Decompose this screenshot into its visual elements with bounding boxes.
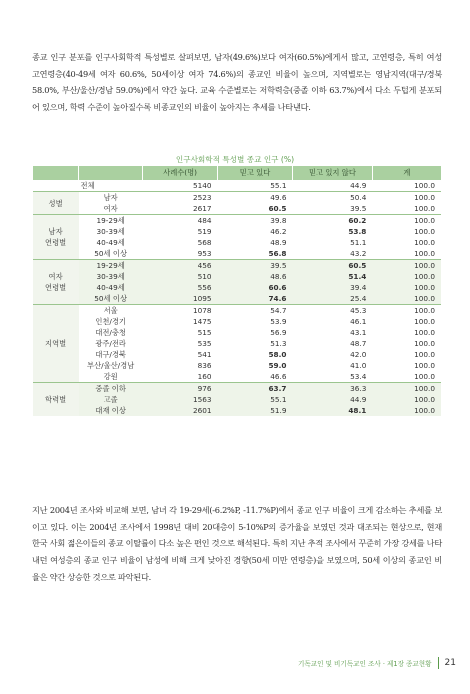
table-cell: 535 bbox=[197, 339, 212, 348]
table-cell: 60.5 bbox=[268, 204, 287, 213]
table-row bbox=[33, 405, 442, 416]
table-row bbox=[33, 293, 442, 305]
row-label: 50세 이상 bbox=[94, 249, 128, 258]
table-cell: 556 bbox=[143, 282, 218, 293]
table-cell: 100.0 bbox=[414, 339, 435, 348]
table-cell: 953 bbox=[197, 249, 212, 258]
table-cell: 100.0 bbox=[372, 282, 441, 293]
table-cell: 63.7 bbox=[218, 383, 293, 395]
table-cell: 42.0 bbox=[350, 350, 367, 359]
header-subgroup bbox=[79, 166, 143, 180]
table-cell: 100.0 bbox=[414, 227, 435, 236]
table-cell: 100.0 bbox=[372, 260, 441, 272]
group-label: 여자 연령별 bbox=[33, 260, 79, 305]
table-row bbox=[33, 394, 442, 405]
table-cell: 100.0 bbox=[414, 204, 435, 213]
table-cell: 100.0 bbox=[414, 181, 435, 190]
row-label: 남자 bbox=[79, 192, 143, 204]
table-cell: 39.5 bbox=[218, 260, 293, 272]
table-cell: 60.6 bbox=[218, 282, 293, 293]
row-label: 19-29세 bbox=[79, 215, 143, 227]
row-label: 여자 bbox=[103, 204, 118, 213]
footer-divider bbox=[438, 657, 439, 669]
table-row bbox=[33, 271, 442, 282]
row-label: 부산/울산/경남 bbox=[87, 361, 135, 370]
intro-paragraph: 종교 인구 분포를 인구사회학적 특성별로 살펴보면, 남자(49.6%)보다 여자(60.5%)에게서 많고, 고연령층, 특히 여성 고연령층(40-49세 여자 60.6%, 50세이상 여자 74.6%)의 종교인 비율이 높으며, 지역별로는 영남지역(대구/경북 58.0%, 부산/울산/경남 59.0%)에서 약간 높다. 교육 수준별로는 저학력층(중졸 이하 63.7%)에서 다소 두텁게 분포되어 있으며, 학력 수준이 높아질수록 비종교인의 비율이 높아지는 추세를 나타낸다. bbox=[32, 52, 442, 112]
table-row bbox=[33, 192, 442, 204]
table-row bbox=[33, 237, 442, 248]
table-cell: 58.0 bbox=[268, 350, 287, 359]
table-row bbox=[33, 260, 442, 272]
table-cell: 100.0 bbox=[372, 383, 441, 395]
row-label: 전체 bbox=[80, 181, 95, 190]
page-number: 21 bbox=[444, 658, 456, 668]
row-label: 40-49세 bbox=[96, 238, 125, 247]
header-group bbox=[33, 166, 79, 180]
table-row-total bbox=[33, 180, 442, 192]
table-cell: 51.3 bbox=[270, 339, 287, 348]
table-cell: 100.0 bbox=[372, 305, 441, 317]
table-cell: 100.0 bbox=[414, 350, 435, 359]
table-cell: 515 bbox=[197, 328, 212, 337]
table-row bbox=[33, 371, 442, 383]
table-cell: 484 bbox=[143, 215, 218, 227]
table-cell: 100.0 bbox=[414, 361, 435, 370]
row-label: 대구/경북 bbox=[95, 350, 126, 359]
row-label: 50세 이상 bbox=[79, 293, 143, 305]
table-cell: 55.1 bbox=[218, 394, 293, 405]
table-cell: 100.0 bbox=[414, 328, 435, 337]
table-cell: 541 bbox=[197, 350, 212, 359]
table-row bbox=[33, 383, 442, 395]
table-cell: 2601 bbox=[143, 405, 218, 416]
religion-stats-table bbox=[32, 166, 441, 416]
table-row bbox=[33, 360, 442, 371]
table-cell: 44.9 bbox=[293, 394, 373, 405]
table-cell: 836 bbox=[197, 361, 212, 370]
table-body bbox=[33, 180, 442, 416]
header-total: 계 bbox=[372, 166, 441, 180]
table-cell: 56.8 bbox=[268, 249, 287, 258]
table-cell: 100.0 bbox=[372, 405, 441, 416]
table-cell: 56.9 bbox=[270, 328, 287, 337]
table-cell: 48.1 bbox=[293, 405, 373, 416]
row-label: 중졸 이하 bbox=[79, 383, 143, 395]
table-cell: 74.6 bbox=[218, 293, 293, 305]
table-row bbox=[33, 215, 442, 227]
table-row bbox=[33, 203, 442, 215]
row-label: 19-29세 bbox=[79, 260, 143, 272]
table-cell: 46.6 bbox=[270, 372, 287, 381]
table-cell: 160 bbox=[197, 372, 212, 381]
table-cell: 41.0 bbox=[350, 361, 367, 370]
table-cell: 1078 bbox=[143, 305, 218, 317]
table-row bbox=[33, 282, 442, 293]
page-footer bbox=[298, 657, 456, 669]
table-cell: 60.2 bbox=[293, 215, 373, 227]
table-cell: 43.2 bbox=[350, 249, 367, 258]
table-cell: 48.7 bbox=[350, 339, 367, 348]
table-cell: 43.1 bbox=[350, 328, 367, 337]
table-header-row bbox=[33, 166, 442, 180]
table-cell: 100.0 bbox=[414, 317, 435, 326]
table-cell: 48.6 bbox=[218, 271, 293, 282]
table-cell: 100.0 bbox=[372, 271, 441, 282]
table-cell: 100.0 bbox=[372, 215, 441, 227]
row-label: 30-39세 bbox=[79, 271, 143, 282]
table-cell: 48.9 bbox=[270, 238, 287, 247]
group-label: 지역별 bbox=[33, 305, 79, 383]
table-cell: 53.9 bbox=[270, 317, 287, 326]
table-cell: 1095 bbox=[143, 293, 218, 305]
table-cell: 1563 bbox=[143, 394, 218, 405]
table-cell: 59.0 bbox=[268, 361, 287, 370]
table-cell: 39.4 bbox=[293, 282, 373, 293]
row-label: 30-39세 bbox=[96, 227, 125, 236]
table-cell: 45.3 bbox=[293, 305, 373, 317]
row-label: 강원 bbox=[103, 372, 118, 381]
group-label: 남자 연령별 bbox=[33, 215, 79, 260]
table-row bbox=[33, 226, 442, 237]
table-row bbox=[33, 327, 442, 338]
table-cell: 510 bbox=[143, 271, 218, 282]
table-cell: 53.4 bbox=[350, 372, 367, 381]
table-cell: 51.4 bbox=[293, 271, 373, 282]
row-label: 광주/전라 bbox=[95, 339, 126, 348]
table-cell: 568 bbox=[197, 238, 212, 247]
table-cell: 54.7 bbox=[218, 305, 293, 317]
table-cell: 50.4 bbox=[293, 192, 373, 204]
table-row bbox=[33, 316, 442, 327]
table-cell: 2523 bbox=[143, 192, 218, 204]
header-count: 사례수(명) bbox=[143, 166, 218, 180]
table-cell: 53.8 bbox=[348, 227, 367, 236]
table-cell: 51.1 bbox=[350, 238, 367, 247]
table-cell: 39.8 bbox=[218, 215, 293, 227]
table-cell: 36.3 bbox=[293, 383, 373, 395]
table-cell: 5140 bbox=[192, 181, 212, 190]
row-label: 대재 이상 bbox=[79, 405, 143, 416]
table-cell: 100.0 bbox=[372, 192, 441, 204]
row-label: 서울 bbox=[79, 305, 143, 317]
table-cell: 25.4 bbox=[293, 293, 373, 305]
group-label: 성별 bbox=[33, 192, 79, 215]
footer-text: 기독교인 및 비기독교인 조사 · 제1장 종교현황 bbox=[298, 660, 432, 668]
table-cell: 46.2 bbox=[270, 227, 287, 236]
table-cell: 100.0 bbox=[372, 394, 441, 405]
table-cell: 60.5 bbox=[293, 260, 373, 272]
table-row bbox=[33, 338, 442, 349]
comparison-paragraph: 지난 2004년 조사와 비교해 보면, 남녀 각 19-29세(-6.2%P, -11.7%P)에서 종교 인구 비율이 크게 감소하는 추세를 보이고 있다. 이는 2004년 조사에서 1998년 대비 20대층이 5-10%P의 증가율을 보였던 것과 대조되는 현상으로, 현재 한국 사회 젊은이들의 종교 이탈률이 다소 높은 편인 것으로 해석된다. 특히 지난 추적 조사에서 꾸준히 가장 강세를 나타내던 여성층의 종교 인구 비율이 남성에 비해 크게 낮아진 경향(50세 미만 연령층)을 보였으며, 50세 이상의 종교인 비율은 약간 상승한 것으로 파악된다. bbox=[32, 505, 442, 582]
table-cell: 39.5 bbox=[350, 204, 367, 213]
table-cell: 519 bbox=[197, 227, 212, 236]
table-row bbox=[33, 248, 442, 260]
table-cell: 2617 bbox=[192, 204, 212, 213]
table-cell: 49.6 bbox=[218, 192, 293, 204]
group-label: 학력별 bbox=[33, 383, 79, 417]
table-row bbox=[33, 349, 442, 360]
table-cell: 55.1 bbox=[270, 181, 287, 190]
table-cell: 1475 bbox=[192, 317, 212, 326]
header-believe: 믿고 있다 bbox=[218, 166, 293, 180]
row-label: 인천/경기 bbox=[95, 317, 126, 326]
table-cell: 976 bbox=[143, 383, 218, 395]
table-cell: 100.0 bbox=[414, 249, 435, 258]
table-cell: 100.0 bbox=[414, 372, 435, 381]
table-cell: 51.9 bbox=[218, 405, 293, 416]
header-not-believe: 믿고 있지 않다 bbox=[293, 166, 373, 180]
row-label: 40-49세 bbox=[79, 282, 143, 293]
table-cell: 456 bbox=[143, 260, 218, 272]
table-cell: 44.9 bbox=[350, 181, 367, 190]
row-label: 대전/충청 bbox=[95, 328, 126, 337]
table-row bbox=[33, 305, 442, 317]
table-cell: 46.1 bbox=[350, 317, 367, 326]
table-cell: 100.0 bbox=[372, 293, 441, 305]
table-title: 인구사회학적 특성별 종교 인구 (%) bbox=[175, 155, 295, 164]
row-label: 고졸 bbox=[79, 394, 143, 405]
table-cell: 100.0 bbox=[414, 238, 435, 247]
